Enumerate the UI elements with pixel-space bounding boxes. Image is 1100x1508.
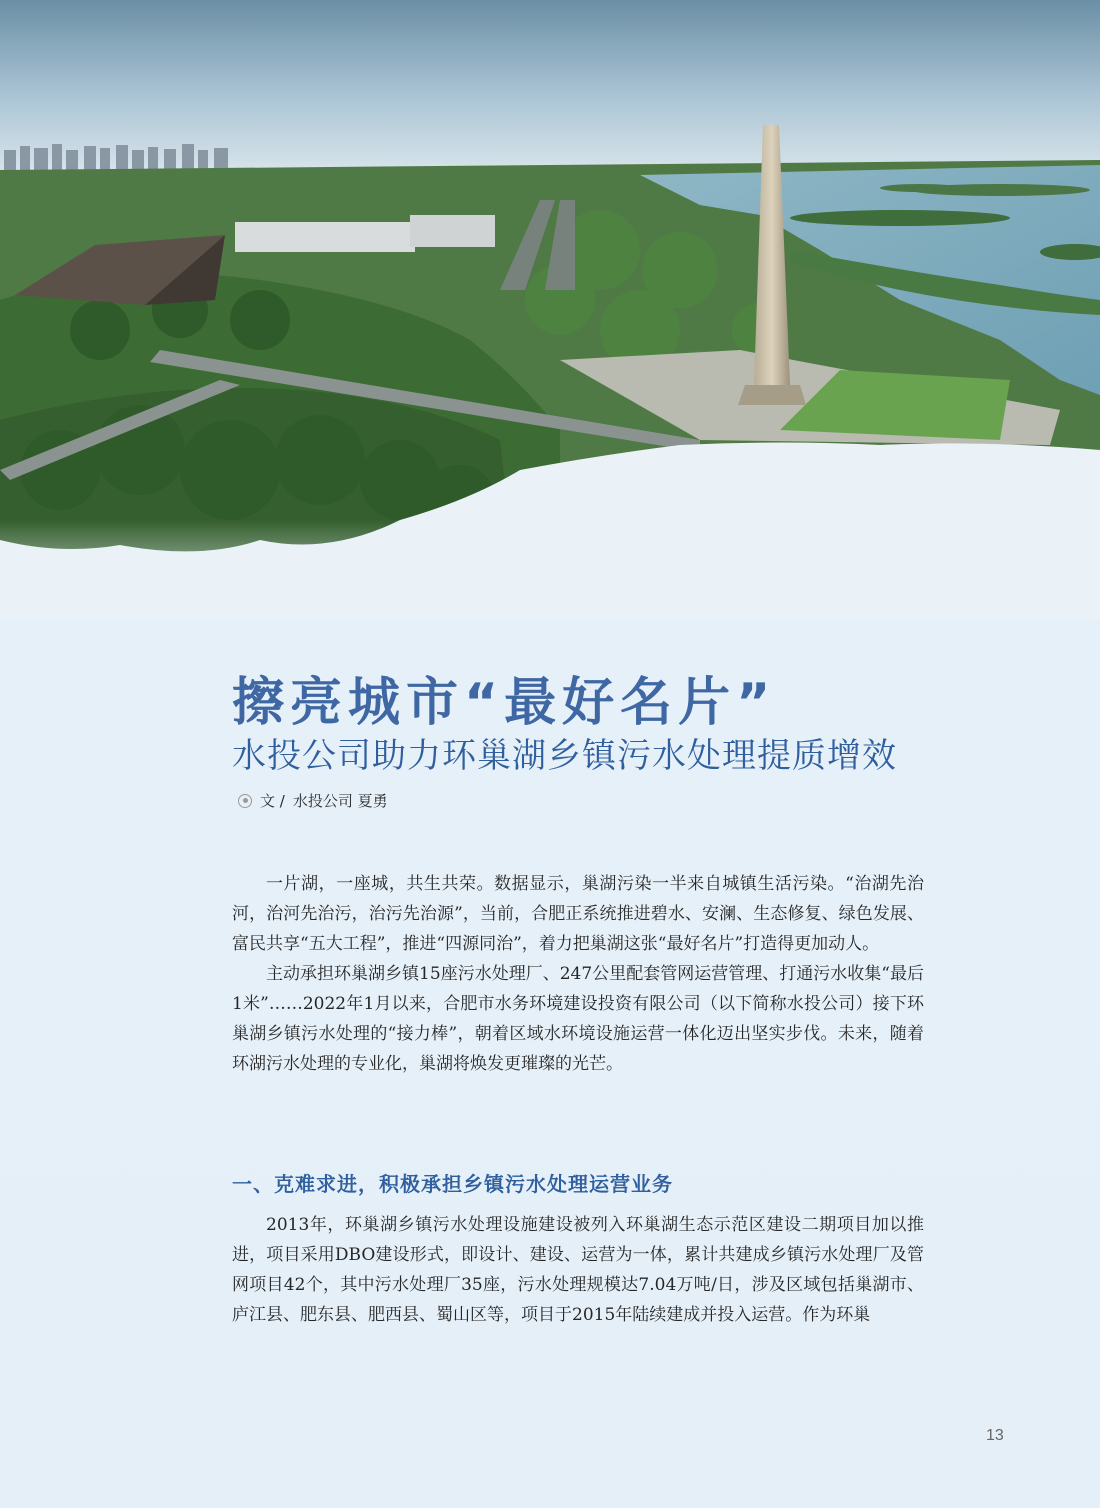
byline-label: 文 / xyxy=(260,792,285,810)
section-heading-1: 一、克难求进，积极承担乡镇污水处理运营业务 xyxy=(232,1172,673,1196)
byline xyxy=(238,790,388,811)
article-subtitle: 水投公司助力环巢湖乡镇污水处理提质增效 xyxy=(232,736,897,776)
byline-author: 水投公司 夏勇 xyxy=(292,792,388,810)
bullet-circle-icon xyxy=(238,794,252,808)
article-title: 擦亮城市“最好名片” xyxy=(232,673,777,733)
intro-paragraph-1: 一片湖，一座城，共生共荣。数据显示，巢湖污染一半来自城镇生活污染。“治湖先治河，治河先治污，治污先治源”，当前，合肥正系统推进碧水、安澜、生态修复、绿色发展、富民共享“五大工程”，推进“四源同治”，着力把巢湖这张“最好名片”打造得更加动人。 xyxy=(232,874,924,954)
section-1-paragraph: 2013年，环巢湖乡镇污水处理设施建设被列入环巢湖生态示范区建设二期项目加以推进，项目采用DBO建设形式，即设计、建设、运营为一体，累计共建成乡镇污水处理厂及管网项目42个，其中污水处理厂35座，污水处理规模达7.04万吨/日，涉及区域包括巢湖市、庐江县、肥东县、肥西县、蜀山区等，项目于2015年陆续建成并投入运营。作为环巢 xyxy=(232,1215,924,1325)
section-1-text xyxy=(232,1210,924,1330)
intro-paragraph-2: 主动承担环巢湖乡镇15座污水处理厂、247公里配套管网运营管理、打通污水收集“最后1米”……2022年1月以来，合肥市水务环境建设投资有限公司（以下简称水投公司）接下环巢湖乡镇污水处理的“接力棒”，朝着区域水环境设施运营一体化迈出坚实步伐。未来，随着环湖污水处理的专业化，巢湖将焕发更璀璨的光芒。 xyxy=(232,964,924,1074)
page-number: 13 xyxy=(986,1427,1004,1444)
hero-aerial-photo xyxy=(0,0,1100,620)
intro-text xyxy=(232,869,924,1079)
